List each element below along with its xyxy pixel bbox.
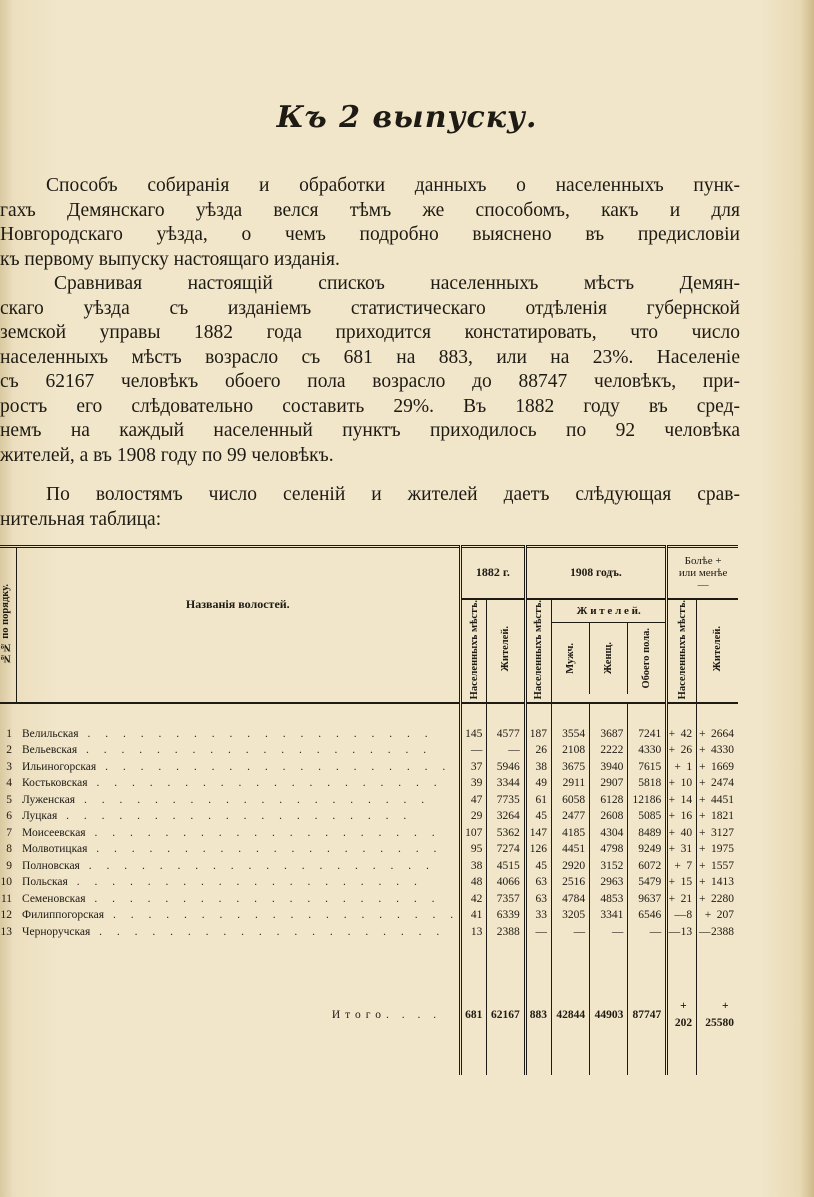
total-male: 42844 bbox=[552, 998, 590, 1031]
row-number: 12 bbox=[0, 909, 13, 922]
male-1908: 2911 bbox=[552, 775, 590, 792]
volost-name: Луженская . . . . . . . . . . . . . . . . . . . . bbox=[22, 793, 431, 806]
inhab-1882: 4577 bbox=[487, 726, 525, 743]
row-number: 5 bbox=[6, 793, 13, 806]
text-line: къ первому выпуску настоящаго изданія. bbox=[0, 248, 340, 270]
female-1908: — bbox=[590, 924, 628, 941]
inhab-1882: 5946 bbox=[487, 759, 525, 776]
places-1908: 38 bbox=[525, 759, 551, 776]
text-line: жителей, а въ 1908 году по 99 человѣкъ. bbox=[0, 444, 334, 466]
total-places-1882: 681 bbox=[461, 998, 487, 1031]
table-row bbox=[0, 891, 738, 908]
places-1908: 126 bbox=[525, 841, 551, 858]
diff-places: + 40 bbox=[667, 825, 697, 842]
text-line: съ 62167 человѣкъ обоего пола возрасло до 88747 человѣкъ, при- bbox=[0, 371, 740, 392]
text-line: Способъ собиранія и обработки данныхъ о населенныхъ пунк- bbox=[46, 175, 740, 196]
row-number: 4 bbox=[6, 777, 13, 790]
volost-name: Черноручская . . . . . . . . . . . . . . . . . . . . bbox=[22, 925, 446, 938]
female-1908: 4798 bbox=[590, 841, 628, 858]
volost-name: Молвотицкая . . . . . . . . . . . . . . . . . . . . bbox=[22, 843, 443, 856]
male-1908: 3675 bbox=[552, 759, 590, 776]
page-title: Къ 2 выпуску. bbox=[276, 100, 538, 135]
places-1882: 95 bbox=[461, 841, 487, 858]
total-diff-places: +202 bbox=[667, 998, 697, 1031]
table-row bbox=[0, 874, 738, 891]
inhab-1882: 6339 bbox=[487, 907, 525, 924]
row-number: 13 bbox=[0, 925, 13, 938]
diff-inhab: + 2280 bbox=[697, 891, 738, 908]
row-number: 10 bbox=[0, 876, 13, 889]
diff-inhab: + 4330 bbox=[697, 742, 738, 759]
total-row bbox=[0, 998, 738, 1031]
paragraph-comparison bbox=[0, 272, 740, 468]
diff-places: + 42 bbox=[667, 726, 697, 743]
inhab-1882: 7274 bbox=[487, 841, 525, 858]
diff-places: + 21 bbox=[667, 891, 697, 908]
both-1908: 7615 bbox=[628, 759, 667, 776]
female-1908: 2907 bbox=[590, 775, 628, 792]
male-1908: 2920 bbox=[552, 858, 590, 875]
diff-inhab: + 1975 bbox=[697, 841, 738, 858]
table-row bbox=[0, 726, 738, 743]
both-1908: — bbox=[628, 924, 667, 941]
inhab-1882: 3344 bbox=[487, 775, 525, 792]
places-1908: 26 bbox=[525, 742, 551, 759]
column-header-both: Обоего пола. bbox=[627, 623, 665, 694]
row-number: 9 bbox=[6, 859, 13, 872]
spacer-row bbox=[0, 703, 738, 726]
text-line: ростъ его слѣдовательно составить 29%. Въ 1882 году въ сред- bbox=[0, 395, 740, 417]
female-1908: 2608 bbox=[590, 808, 628, 825]
column-header-inhab-1882: Жителей. bbox=[487, 599, 525, 703]
spacer-row bbox=[0, 1031, 738, 1075]
diff-places: + 16 bbox=[667, 808, 697, 825]
female-1908: 3152 bbox=[590, 858, 628, 875]
both-1908: 5818 bbox=[628, 775, 667, 792]
female-1908: 2222 bbox=[590, 742, 628, 759]
female-1908: 3687 bbox=[590, 726, 628, 743]
column-header-places-1908: Населенныхъ мѣстъ. bbox=[525, 599, 551, 703]
table-row bbox=[0, 759, 738, 776]
table-body bbox=[0, 726, 738, 941]
places-1882: 145 bbox=[461, 726, 487, 743]
places-1908: 187 bbox=[525, 726, 551, 743]
diff-places: + 14 bbox=[667, 792, 697, 809]
total-places-1908: 883 bbox=[525, 998, 551, 1031]
places-1882: 48 bbox=[461, 874, 487, 891]
volost-name: Филиппогорская . . . . . . . . . . . . . . . . . . . . bbox=[22, 909, 460, 922]
table-row bbox=[0, 792, 738, 809]
table-row bbox=[0, 775, 738, 792]
row-number: 11 bbox=[0, 892, 13, 905]
text-line: скаго уѣзда съ изданіемъ статистическаго отдѣленія губернской bbox=[0, 297, 740, 319]
places-1882: 29 bbox=[461, 808, 487, 825]
places-1908: 45 bbox=[525, 858, 551, 875]
places-1882: 41 bbox=[461, 907, 487, 924]
male-1908: 2516 bbox=[552, 874, 590, 891]
volost-comparison-table bbox=[0, 545, 738, 1075]
male-1908: 4185 bbox=[552, 825, 590, 842]
female-1908: 3940 bbox=[590, 759, 628, 776]
places-1908: 61 bbox=[525, 792, 551, 809]
total-label: Итого. . . . bbox=[331, 1008, 442, 1021]
text-line: немъ на каждый населенный пунктъ приходилось по 92 человѣка bbox=[0, 420, 740, 441]
total-both: 87747 bbox=[628, 998, 667, 1031]
places-1882: 37 bbox=[461, 759, 487, 776]
volost-name: Вельевская . . . . . . . . . . . . . . . . . . . . bbox=[22, 744, 433, 757]
table-row bbox=[0, 841, 738, 858]
both-1908: 5479 bbox=[628, 874, 667, 891]
text-line: Сравнивая настоящій спискоъ населенныхъ мѣстъ Демян- bbox=[54, 273, 740, 294]
male-1908: 3205 bbox=[552, 907, 590, 924]
inhab-1882: 7357 bbox=[487, 891, 525, 908]
both-1908: 9249 bbox=[628, 841, 667, 858]
diff-inhab: + 1413 bbox=[697, 874, 738, 891]
places-1908: 49 bbox=[525, 775, 551, 792]
female-1908: 3341 bbox=[590, 907, 628, 924]
places-1908: 63 bbox=[525, 891, 551, 908]
row-number: 8 bbox=[6, 843, 13, 856]
diff-places: —8 bbox=[667, 907, 697, 924]
diff-inhab: + 4451 bbox=[697, 792, 738, 809]
volost-name: Велильская . . . . . . . . . . . . . . . . . . . . bbox=[22, 727, 434, 740]
both-1908: 8489 bbox=[628, 825, 667, 842]
diff-places: + 15 bbox=[667, 874, 697, 891]
places-1882: 38 bbox=[461, 858, 487, 875]
column-header-male: Мужч. bbox=[565, 642, 577, 674]
diff-places: + 1 bbox=[667, 759, 697, 776]
table-row bbox=[0, 924, 738, 941]
diff-inhab: + 1821 bbox=[697, 808, 738, 825]
inhab-1882: 4515 bbox=[487, 858, 525, 875]
table-row bbox=[0, 742, 738, 759]
places-1908: — bbox=[525, 924, 551, 941]
diff-places: + 31 bbox=[667, 841, 697, 858]
male-1908: 2477 bbox=[552, 808, 590, 825]
inhab-1882: 3264 bbox=[487, 808, 525, 825]
diff-inhab: + 1557 bbox=[697, 858, 738, 875]
text-line: нительная таблица: bbox=[0, 508, 162, 530]
male-1908: 3554 bbox=[552, 726, 590, 743]
both-1908: 4330 bbox=[628, 742, 667, 759]
table-header-row bbox=[0, 547, 738, 599]
column-header-name: Названія волостей. bbox=[16, 547, 461, 703]
text-line: населенныхъ мѣстъ возрасло съ 681 на 883, или на 23%. Населеніе bbox=[0, 346, 740, 368]
female-1908: 2963 bbox=[590, 874, 628, 891]
female-1908: 6128 bbox=[590, 792, 628, 809]
both-1908: 12186 bbox=[628, 792, 667, 809]
residents-label: Ж и т е л е й. bbox=[552, 600, 665, 623]
total-female: 44903 bbox=[590, 998, 628, 1031]
row-number: 6 bbox=[6, 810, 13, 823]
places-1908: 45 bbox=[525, 808, 551, 825]
places-1882: 47 bbox=[461, 792, 487, 809]
column-header-residents bbox=[552, 599, 667, 703]
places-1882: — bbox=[461, 742, 487, 759]
row-number: 7 bbox=[6, 826, 13, 839]
male-1908: 2108 bbox=[552, 742, 590, 759]
column-header-number: №№ по порядку. bbox=[0, 547, 16, 703]
places-1882: 42 bbox=[461, 891, 487, 908]
female-1908: 4304 bbox=[590, 825, 628, 842]
male-1908: 4784 bbox=[552, 891, 590, 908]
column-header-inhab-diff: Жителей. bbox=[697, 599, 738, 703]
diff-places: —13 bbox=[667, 924, 697, 941]
total-inhab-1882: 62167 bbox=[487, 998, 525, 1031]
spacer-row bbox=[0, 940, 738, 998]
diff-inhab: + 3127 bbox=[697, 825, 738, 842]
table-row bbox=[0, 907, 738, 924]
column-header-1908: 1908 годъ. bbox=[525, 547, 667, 599]
diff-places: + 7 bbox=[667, 858, 697, 875]
diff-inhab: + 207 bbox=[697, 907, 738, 924]
column-header-places-diff: Населенныхъ мѣстъ. bbox=[667, 599, 697, 703]
row-number: 3 bbox=[6, 760, 13, 773]
text-line: земской управы 1882 года приходится констатировать, что число bbox=[0, 322, 740, 343]
table-row bbox=[0, 858, 738, 875]
volost-name: Костьковская . . . . . . . . . . . . . . . . . . . . bbox=[22, 777, 443, 790]
inhab-1882: — bbox=[487, 742, 525, 759]
row-number: 2 bbox=[6, 744, 13, 757]
diff-places: + 26 bbox=[667, 742, 697, 759]
male-1908: 6058 bbox=[552, 792, 590, 809]
diff-inhab: + 2664 bbox=[697, 726, 738, 743]
text-line: гахъ Демянскаго уѣзда велся тѣмъ же способомъ, какъ и для bbox=[0, 199, 740, 221]
text-line: По волостямъ число селеній и жителей даетъ слѣдующая срав- bbox=[46, 484, 740, 505]
paragraph-intro-table bbox=[0, 483, 740, 532]
column-header-female: Женщ. bbox=[589, 623, 627, 694]
inhab-1882: 5362 bbox=[487, 825, 525, 842]
both-1908: 6546 bbox=[628, 907, 667, 924]
female-1908: 4853 bbox=[590, 891, 628, 908]
male-1908: 4451 bbox=[552, 841, 590, 858]
table-row bbox=[0, 808, 738, 825]
both-1908: 9637 bbox=[628, 891, 667, 908]
places-1882: 107 bbox=[461, 825, 487, 842]
column-header-diff: Болѣе + или менѣе — bbox=[667, 547, 738, 599]
places-1882: 39 bbox=[461, 775, 487, 792]
row-number: 1 bbox=[6, 727, 13, 740]
diff-inhab: —2388 bbox=[697, 924, 738, 941]
paragraph-method bbox=[0, 174, 740, 272]
total-diff-inhab: +25580 bbox=[697, 998, 738, 1031]
table-row bbox=[0, 825, 738, 842]
volost-name: Моисеевская . . . . . . . . . . . . . . . . . . . . bbox=[22, 826, 441, 839]
column-header-1882: 1882 г. bbox=[461, 547, 526, 599]
diff-inhab: + 2474 bbox=[697, 775, 738, 792]
inhab-1882: 2388 bbox=[487, 924, 525, 941]
places-1882: 13 bbox=[461, 924, 487, 941]
volost-name: Полновская . . . . . . . . . . . . . . . . . . . . bbox=[22, 859, 435, 872]
diff-inhab: + 1669 bbox=[697, 759, 738, 776]
column-header-places-1882: Населенныхъ мѣстъ. bbox=[461, 599, 487, 703]
volost-name: Польская . . . . . . . . . . . . . . . . . . . . bbox=[22, 876, 423, 889]
inhab-1882: 7735 bbox=[487, 792, 525, 809]
volost-name: Луцкая . . . . . . . . . . . . . . . . . . . . bbox=[22, 810, 413, 823]
volost-name: Семеновская . . . . . . . . . . . . . . . . . . . . bbox=[22, 892, 441, 905]
places-1908: 33 bbox=[525, 907, 551, 924]
both-1908: 5085 bbox=[628, 808, 667, 825]
male-1908: — bbox=[552, 924, 590, 941]
places-1908: 147 bbox=[525, 825, 551, 842]
places-1908: 63 bbox=[525, 874, 551, 891]
text-line: Новгородскаго уѣзда, о чемъ подробно выяснено въ предисловіи bbox=[0, 224, 740, 245]
both-1908: 6072 bbox=[628, 858, 667, 875]
diff-places: + 10 bbox=[667, 775, 697, 792]
both-1908: 7241 bbox=[628, 726, 667, 743]
inhab-1882: 4066 bbox=[487, 874, 525, 891]
volost-name: Ильиногорская . . . . . . . . . . . . . . . . . . . . bbox=[22, 760, 452, 773]
